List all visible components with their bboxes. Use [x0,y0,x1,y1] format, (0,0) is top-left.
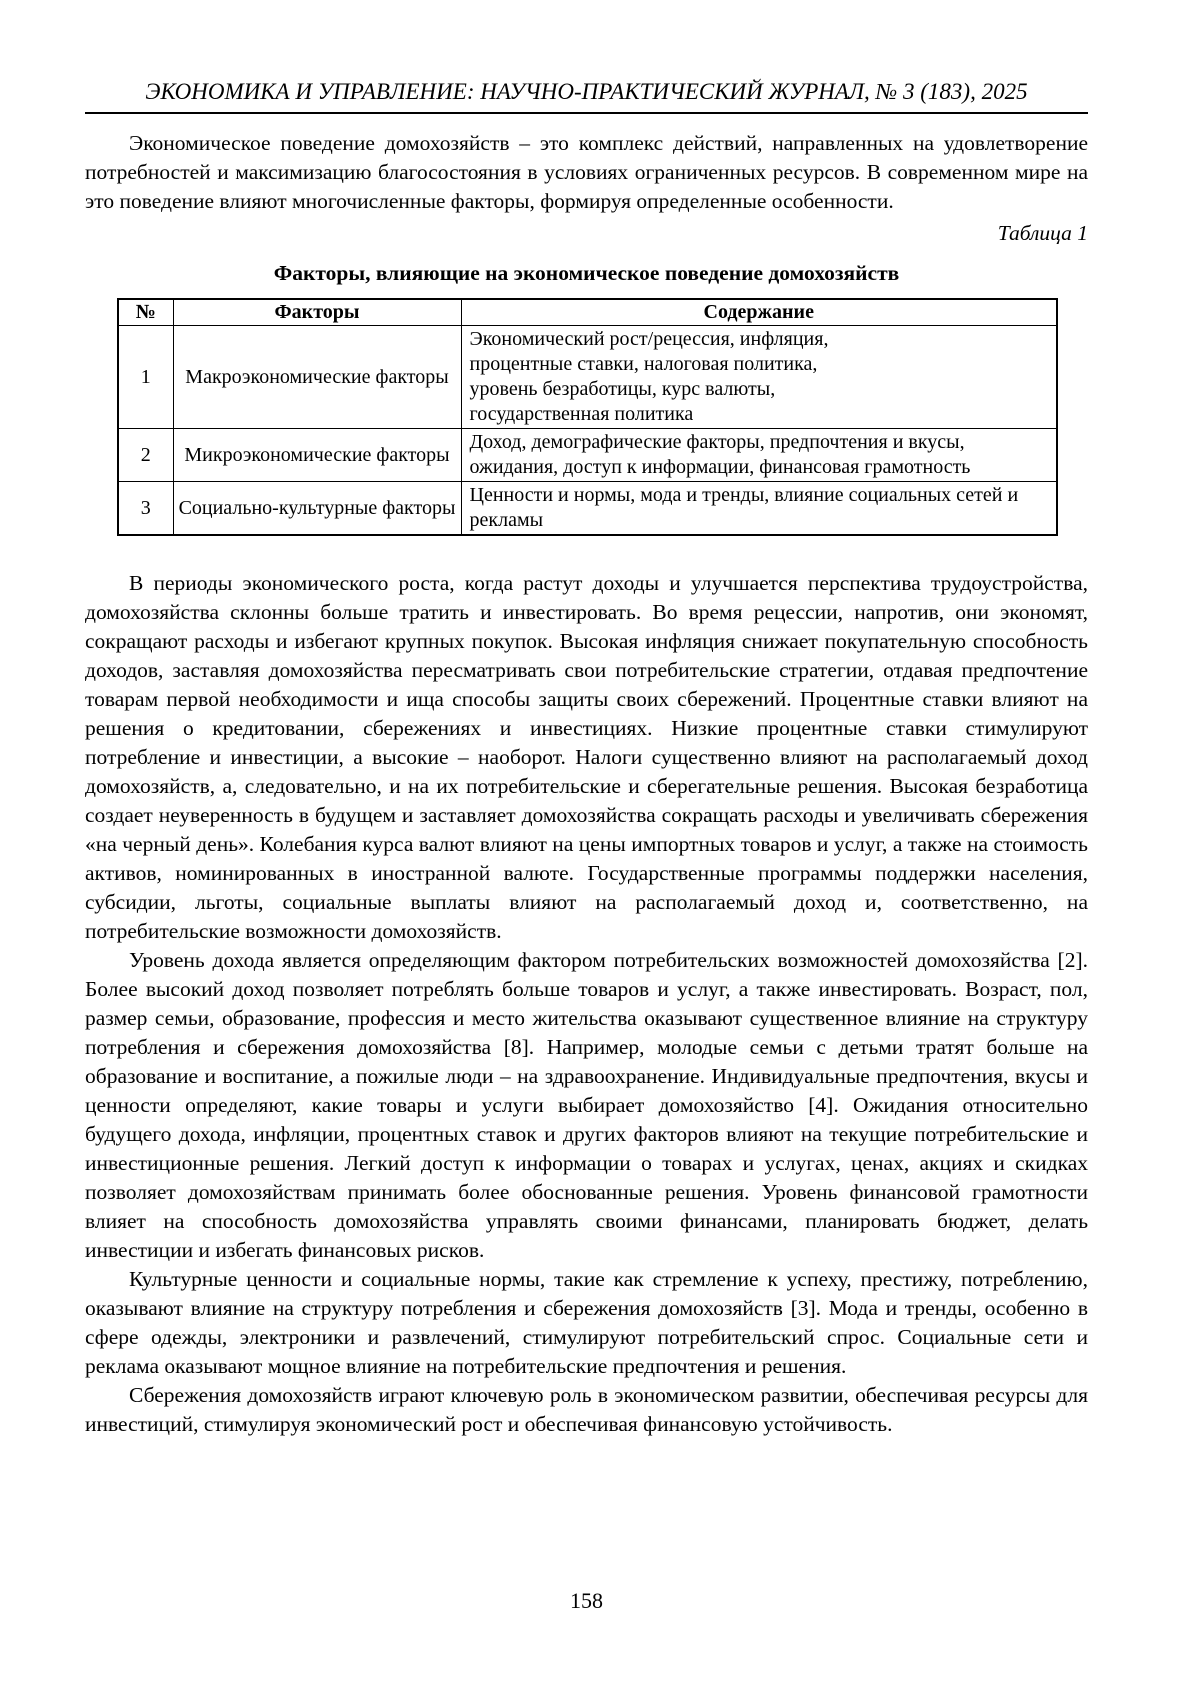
row-factor: Микроэкономические факторы [173,429,461,482]
table-header-row [118,299,1057,326]
table-row [118,482,1057,536]
column-header-factors: Факторы [173,299,461,326]
row-content: Доход, демографические факторы, предпочтения и вкусы, ожидания, доступ к информации, финансовая грамотность [461,429,1057,482]
row-number: 1 [118,326,173,429]
column-header-number: № [118,299,173,326]
row-content: Ценности и нормы, мода и тренды, влияние социальных сетей и рекламы [461,482,1057,536]
article-body [85,114,1088,1439]
table-row [118,429,1057,482]
table-label: Таблица 1 [997,221,1088,245]
row-number: 2 [118,429,173,482]
page-header [85,78,1088,114]
body-paragraph: Уровень дохода является определяющим фактором потребительских возможностей домохозяйства [2]. Более высокий доход позволяет потреблять больше товаров и услуг, а также инвестировать. Возраст, пол, размер семьи, образование, профессия и место жительства оказывают существенное влияние на структуру потребления и сбережения домохозяйства [8]. Например, молодые семьи с детьми тратят больше на образование и воспитание, а пожилые люди – на здравоохранение. Индивидуальные предпочтения, вкусы и ценности определяют, какие товары и услуги выбирает домохозяйство [4]. Ожидания относительно будущего дохода, инфляции, процентных ставок и других факторов влияют на текущие потребительские и инвестиционные решения. Легкий доступ к информации о товарах и услугах, ценах, акциях и скидках позволяет домохозяйствам принимать более обоснованные решения. Уровень финансовой грамотности влияет на способность домохозяйства управлять своими финансами, планировать бюджет, делать инвестиции и избегать финансовых рисков. [85,948,1088,1262]
table-header [118,299,1057,326]
journal-title: ЭКОНОМИКА И УПРАВЛЕНИЕ: НАУЧНО-ПРАКТИЧЕСКИЙ ЖУРНАЛ, № 3 (183), 2025 [145,79,1028,104]
body-paragraph: В периоды экономического роста, когда растут доходы и улучшается перспектива трудоустройства, домохозяйства склонны больше тратить и инвестировать. Во время рецессии, напротив, они экономят, сокращают расходы и избегают крупных покупок. Высокая инфляция снижает покупательную способность доходов, заставляя домохозяйства пересматривать свои потребительские стратегии, отдавая предпочтение товарам первой необходимости и ища способы защиты своих сбережений. Процентные ставки влияют на решения о кредитовании, сбережениях и инвестициях. Низкие процентные ставки стимулируют потребление и инвестиции, а высокие – наоборот. Налоги существенно влияют на располагаемый доход домохозяйств, а, следовательно, и на их потребительские и сберегательные решения. Высокая безработица создает неуверенность в будущем и заставляет домохозяйства сокращать расходы и увеличивать сбережения «на черный день». Колебания курса валют влияют на цены импортных товаров и услуг, а также на стоимость активов, номинированных в иностранной валюте. Государственные программы поддержки населения, субсидии, льготы, социальные выплаты влияют на располагаемый доход и, соответственно, на потребительские возможности домохозяйств. [85,571,1088,943]
table-title: Факторы, влияющие на экономическое поведение домохозяйств [273,261,900,285]
column-header-content: Содержание [461,299,1057,326]
intro-paragraph: Экономическое поведение домохозяйств – это комплекс действий, направленных на удовлетворение потребностей и максимизацию благосостояния в условиях ограниченных ресурсов. В современном мире на это поведение влияют многочисленные факторы, формируя определенные особенности. [85,131,1088,213]
row-factor: Социально-культурные факторы [173,482,461,536]
row-content: Экономический рост/рецессия, инфляция, процентные ставки, налоговая политика, уровень безработицы, курс валюты, государственная политика [461,326,1057,429]
body-paragraph: Культурные ценности и социальные нормы, такие как стремление к успеху, престижу, потреблению, оказывают влияние на структуру потребления и сбережения домохозяйств [3]. Мода и тренды, особенно в сфере одежды, электроники и развлечений, стимулируют потребительский спрос. Социальные сети и реклама оказывают мощное влияние на потребительские предпочтения и решения. [85,1267,1088,1378]
row-number: 3 [118,482,173,536]
row-factor: Макроэкономические факторы [173,326,461,429]
body-paragraph: Сбережения домохозяйств играют ключевую роль в экономическом развитии, обеспечивая ресурсы для инвестиций, стимулируя экономический рост и обеспечивая финансовую устойчивость. [85,1383,1088,1436]
page-footer [85,1588,1088,1698]
factors-table [117,298,1058,536]
page-number: 158 [570,1588,603,1613]
table-row [118,326,1057,429]
